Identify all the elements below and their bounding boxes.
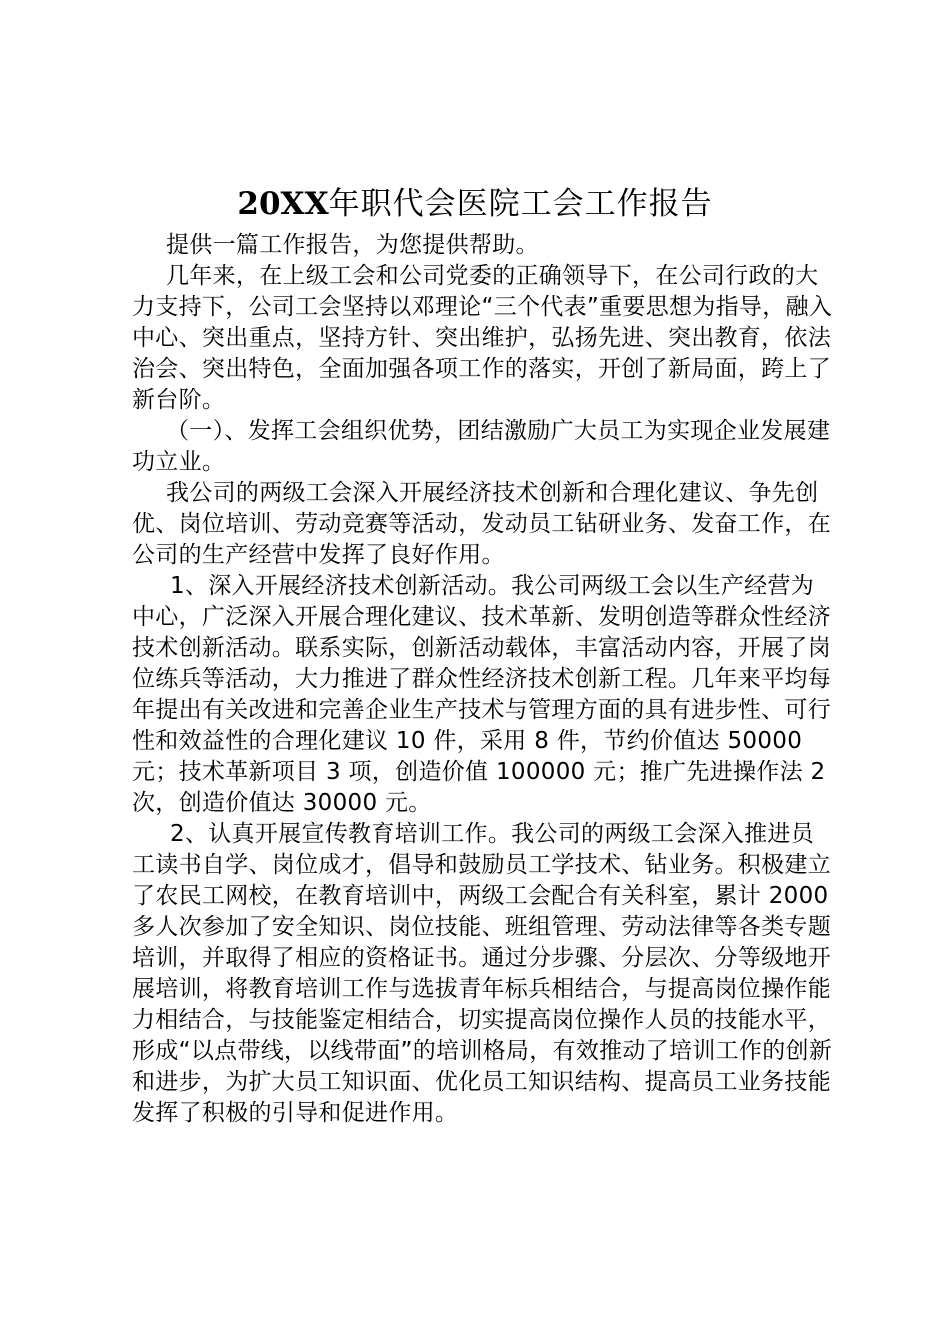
title-text: 年职代会医院工会工作报告 <box>328 186 713 222</box>
summary-paragraph: 几年来，在上级工会和公司党委的正确领导下，在公司行政的大力支持下，公司工会坚持以邓理论“三个代表”重要思想为指导，融入中心、突出重点，坚持方针、突出维护，弘扬先进、突出教育，依法治会、突出特色，全面加强各项工作的落实，开创了新局面，跨上了新台阶。 <box>132 263 833 413</box>
section-1-paragraph: 我公司的两级工会深入开展经济技术创新和合理化建议、争先创优、岗位培训、劳动竞赛等活动，发动员工钻研业务、发奋工作，在公司的生产经营中发挥了良好作用。 <box>132 480 831 568</box>
document-body <box>132 230 836 1129</box>
section-heading-1: （一）、发挥工会组织优势，团结激励广大员工为实现企业发展建功立业。 <box>132 418 831 475</box>
item-1-paragraph: 1、深入开展经济技术创新活动。我公司两级工会以生产经营为中心，广泛深入开展合理化建议、技术革新、发明创造等群众性经济技术创新活动。联系实际，创新活动载体，丰富活动内容，开展了岗位练兵等活动，大力推进了群众性经济技术创新工程。几年来平均每年提出有关改进和完善企业生产技术与管理方面的具有进步性、可行性和效益性的合理化建议 10 件，采用 8 件，节约价值达 50000 元；技术革新项目 3 项，创造价值 100000 元；推广先进操作法 2 次，创造价值达 30000 元。 <box>132 573 831 816</box>
item-2-paragraph: 2、认真开展宣传教育培训工作。我公司的两级工会深入推进员工读书自学、岗位成才，倡导和鼓励员工学技术、钻业务。积极建立了农民工网校，在教育培训中，两级工会配合有关科室，累计 2000 多人次参加了安全知识、岗位技能、班组管理、劳动法律等各类专题培训，并取得了相应的资格证书。通过分步骤、分层次、分等级地开展培训，将教育培训工作与选拔青年标兵相结合，与提高岗位操作能力相结合，与技能鉴定相结合，切实提高岗位操作人员的技能水平，形成“以点带线，以线带面”的培训格局，有效推动了培训工作的创新和进步，为扩大员工知识面、优化员工知识结构、提高员工业务技能发挥了积极的引导和促进作用。 <box>132 821 833 1126</box>
intro-paragraph: 提供一篇工作报告，为您提供帮助。 <box>166 232 539 258</box>
title-year: 20XX <box>237 186 329 222</box>
document-title <box>0 182 950 226</box>
